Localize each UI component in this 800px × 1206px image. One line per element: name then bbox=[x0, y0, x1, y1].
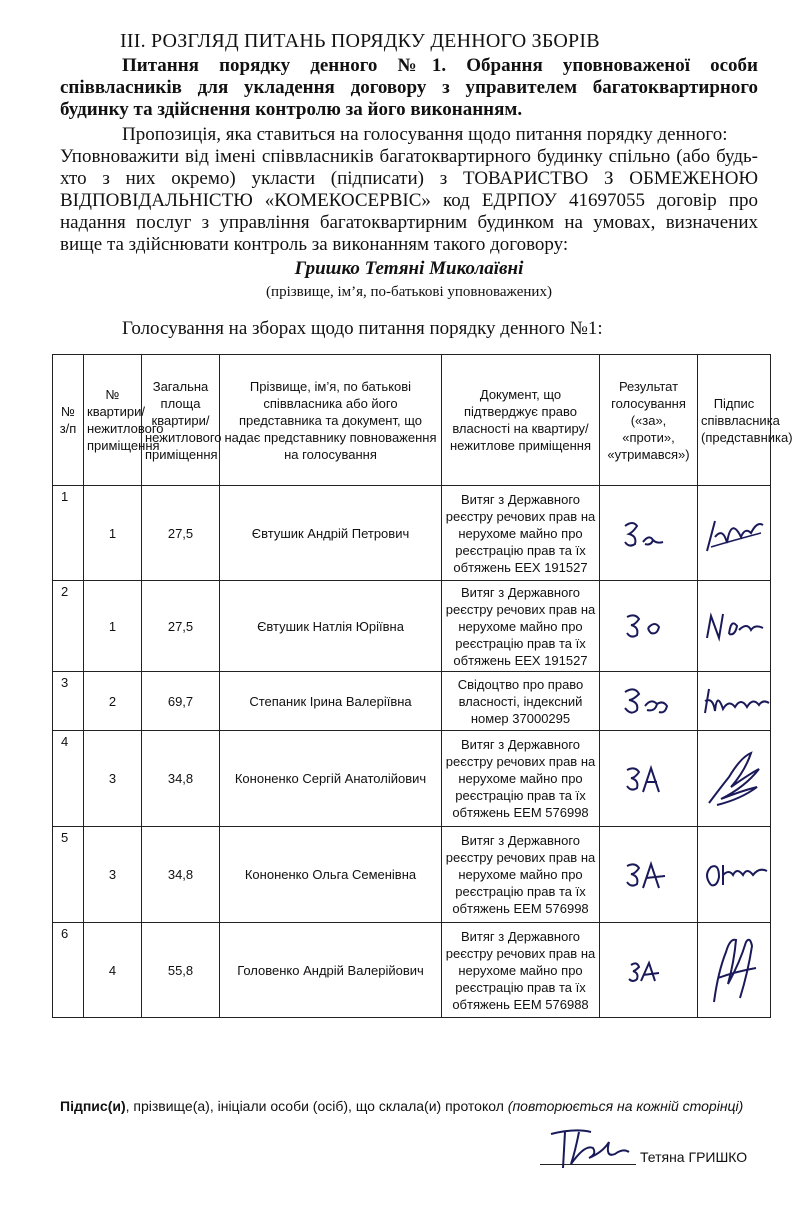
table-row bbox=[53, 731, 771, 827]
handwritten-vote-mark bbox=[619, 762, 679, 796]
row-vote bbox=[600, 672, 698, 731]
row-document: Витяг з Державного реєстру речових прав на нерухоме майно про реєстрацію прав та їх обтяжень ЕЕМ 576998 bbox=[442, 827, 600, 923]
handwritten-vote-mark bbox=[619, 858, 679, 892]
row-signature bbox=[698, 672, 771, 731]
signature-note: (повторюється на кожній сторінці) bbox=[507, 1098, 744, 1114]
section-title: ІІІ. РОЗГЛЯД ПИТАНЬ ПОРЯДКУ ДЕННОГО ЗБОРІВ bbox=[120, 30, 600, 52]
row-document: Витяг з Державного реєстру речових прав на нерухоме майно про реєстрацію прав та їх обтяжень ЕЕМ 576988 bbox=[442, 923, 600, 1018]
row-area: 27,5 bbox=[142, 581, 220, 672]
header-unit: № квартири/ нежитлового приміщення bbox=[84, 355, 142, 486]
row-no: 2 bbox=[53, 581, 84, 672]
row-unit: 1 bbox=[84, 486, 142, 581]
row-vote bbox=[600, 731, 698, 827]
row-signature bbox=[698, 923, 771, 1018]
row-unit: 4 bbox=[84, 923, 142, 1018]
row-no: 4 bbox=[53, 731, 84, 827]
handwritten-signature bbox=[704, 932, 764, 1008]
representative-caption: (прізвище, ім’я, по-батькові уповноважених) bbox=[266, 284, 552, 300]
row-signature bbox=[698, 581, 771, 672]
row-owner: Євтушик Натлія Юріївна bbox=[220, 581, 442, 672]
protocol-signature bbox=[545, 1124, 635, 1177]
voting-table bbox=[52, 354, 793, 1018]
row-owner: Головенко Андрій Валерійович bbox=[220, 923, 442, 1018]
row-signature bbox=[698, 486, 771, 581]
row-vote bbox=[600, 486, 698, 581]
signer-name: Тетяна ГРИШКО bbox=[640, 1149, 748, 1165]
signature-label-rest: , прізвище(а), ініціали особи (осіб), що склала(и) протокол bbox=[125, 1098, 508, 1114]
representative-name: Гришко Тетяні Миколаївні bbox=[294, 258, 524, 279]
handwritten-vote-mark bbox=[619, 516, 679, 550]
row-signature bbox=[698, 731, 771, 827]
header-area: Загальна площа квартири/ нежитлового приміщення bbox=[142, 355, 220, 486]
voting-heading: Голосування на зборах щодо питання порядку денного №1: bbox=[122, 318, 603, 339]
row-document: Витяг з Державного реєстру речових прав на нерухоме майно про реєстрацію прав та їх обтяжень ЕЕХ 191527 bbox=[442, 486, 600, 581]
row-document: Витяг з Державного реєстру речових прав на нерухоме майно про реєстрацію прав та їх обтяжень ЕЕМ 576998 bbox=[442, 731, 600, 827]
proposal-block bbox=[60, 124, 758, 256]
table-row bbox=[53, 486, 771, 581]
row-unit: 1 bbox=[84, 581, 142, 672]
row-area: 34,8 bbox=[142, 827, 220, 923]
table-row bbox=[53, 672, 771, 731]
row-no: 3 bbox=[53, 672, 84, 731]
header-document: Документ, що підтверджує право власності на квартиру/ нежитлове приміщення bbox=[442, 355, 600, 486]
header-vote: Результат голосування («за», «проти», «утримався») bbox=[600, 355, 698, 486]
row-unit: 3 bbox=[84, 731, 142, 827]
row-vote bbox=[600, 923, 698, 1018]
row-no: 1 bbox=[53, 486, 84, 581]
row-document: Витяг з Державного реєстру речових прав на нерухоме майно про реєстрацію прав та їх обтяжень ЕЕХ 191527 bbox=[442, 581, 600, 672]
row-area: 69,7 bbox=[142, 672, 220, 731]
handwritten-vote-mark bbox=[619, 953, 679, 987]
row-area: 55,8 bbox=[142, 923, 220, 1018]
table-header-row bbox=[53, 355, 771, 486]
row-vote bbox=[600, 581, 698, 672]
protocol-signature-label bbox=[60, 1098, 743, 1114]
row-no: 6 bbox=[53, 923, 84, 1018]
row-signature bbox=[698, 827, 771, 923]
handwritten-vote-mark bbox=[619, 684, 679, 718]
handwritten-signature bbox=[701, 855, 771, 895]
handwritten-signature bbox=[701, 507, 767, 559]
row-unit: 2 bbox=[84, 672, 142, 731]
row-owner: Кононенко Ольга Семенівна bbox=[220, 827, 442, 923]
handwritten-signature bbox=[701, 683, 771, 719]
row-vote bbox=[600, 827, 698, 923]
signature-line bbox=[540, 1164, 636, 1165]
question-title: Питання порядку денного №1. Обрання уповноваженої особи співвласників для укладення договору з управителем багатоквартирного будинку та здійснення контролю за його виконанням. bbox=[60, 55, 758, 120]
handwritten-signature bbox=[701, 747, 767, 811]
row-owner: Кононенко Сергій Анатолійович bbox=[220, 731, 442, 827]
table-row bbox=[53, 581, 771, 672]
row-owner: Євтушик Андрій Петрович bbox=[220, 486, 442, 581]
handwritten-vote-mark bbox=[619, 609, 679, 643]
proposal-text: Уповноважити від імені співвласників багатоквартирного будинку спільно (або будь-хто з них окремо) укласти (підписати) з ТОВАРИСТВО З ОБМЕЖЕНОЮ ВІДПОВІДАЛЬНІСТЮ «КОМЕКОСЕРВІС» код ЕДРПОУ 41697055 договір про надання послуг з управління багатоквартирним будинком на умовах, визначених вище та здійснювати контроль за виконанням такого договору: bbox=[60, 146, 758, 255]
row-no: 5 bbox=[53, 827, 84, 923]
signature-label-bold: Підпис(и) bbox=[60, 1098, 126, 1114]
row-area: 34,8 bbox=[142, 731, 220, 827]
header-signature: Підпис співвласника (представника) bbox=[698, 355, 771, 486]
row-area: 27,5 bbox=[142, 486, 220, 581]
row-document: Свідоцтво про право власності, індексний номер 37000295 bbox=[442, 672, 600, 731]
table-row bbox=[53, 923, 771, 1018]
header-owner: Прізвище, ім’я, по батькові співвласника або його представника та документ, що надає представнику повноваження на голосування bbox=[220, 355, 442, 486]
header-no: № з/п bbox=[53, 355, 84, 486]
table-row bbox=[53, 827, 771, 923]
proposal-intro: Пропозиція, яка ставиться на голосування щодо питання порядку денного: bbox=[122, 124, 728, 145]
row-owner: Степаник Ірина Валеріївна bbox=[220, 672, 442, 731]
handwritten-signature bbox=[701, 606, 767, 646]
row-unit: 3 bbox=[84, 827, 142, 923]
